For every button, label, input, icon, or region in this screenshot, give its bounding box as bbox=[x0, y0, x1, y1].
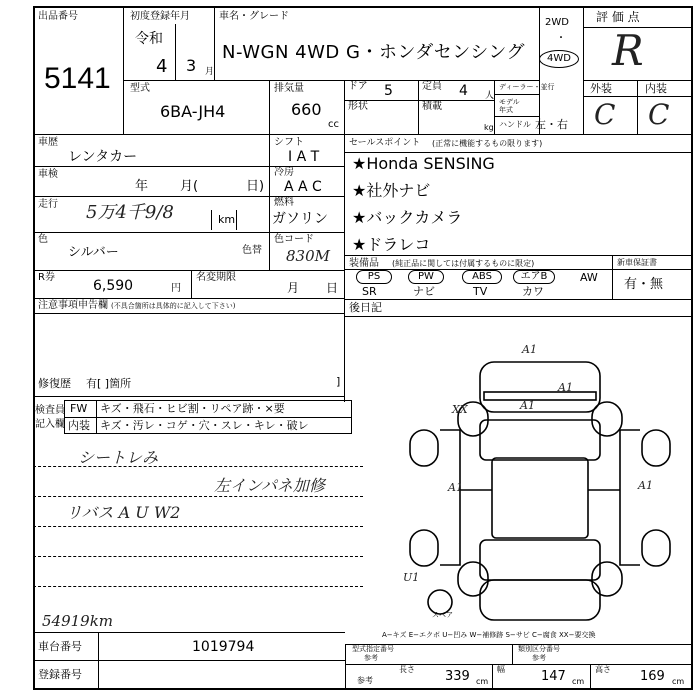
name-label: 車名・グレード bbox=[219, 11, 289, 22]
comment-line-2: リバス A U W2 bbox=[66, 503, 181, 522]
history-value: レンタカー bbox=[68, 149, 138, 165]
repair-close-bracket: ] bbox=[336, 375, 341, 388]
mileage-label: 走行 bbox=[38, 199, 58, 210]
model-value: 6BA-JH4 bbox=[160, 102, 226, 121]
inspection-day-unit: 日) bbox=[246, 179, 265, 194]
equip-sr: SR bbox=[362, 285, 377, 298]
spare-label: スペア bbox=[432, 611, 453, 619]
capacity-label: 定員 bbox=[422, 81, 442, 92]
damage-mark-front-right: A1 bbox=[558, 381, 573, 394]
model-designation-label: 型式指定番号 bbox=[352, 645, 394, 653]
shape-label: 形状 bbox=[348, 101, 368, 112]
shift-label: シフト bbox=[274, 137, 304, 148]
load-unit: kg bbox=[484, 123, 494, 132]
transfer-label: 名変期限 bbox=[196, 272, 236, 283]
inspector-interior-head: 内装 bbox=[68, 419, 90, 432]
length-value: 339 bbox=[445, 669, 470, 684]
displacement-value: 660 bbox=[291, 100, 322, 119]
repair-label: 修復歴 bbox=[38, 377, 71, 390]
equip-ps: PS bbox=[356, 270, 392, 284]
displacement-label: 排気量 bbox=[274, 83, 304, 94]
sales-point-1: ★Honda SENSING bbox=[352, 154, 495, 173]
inspector-fw-row: キズ・飛石・ヒビ割・リペア跡・×要 bbox=[100, 402, 285, 415]
equipment-label: 装備品 bbox=[349, 258, 379, 269]
damage-mark-left-side: A1 bbox=[448, 481, 463, 494]
vehicle-name: N-WGN 4WD G・ホンダセンシング bbox=[222, 42, 525, 63]
inspection-label: 車検 bbox=[38, 169, 58, 180]
after-note-label: 後日記 bbox=[349, 301, 382, 314]
model-label: 型式 bbox=[130, 83, 150, 94]
exterior-label: 外装 bbox=[590, 82, 612, 95]
first-reg-label: 初度登録年月 bbox=[130, 11, 190, 22]
displacement-unit: cc bbox=[328, 119, 339, 130]
length-ref: 参考 bbox=[357, 676, 373, 685]
repair-value: 有[ ]箇所 bbox=[86, 377, 132, 390]
model-year-label: モデル年式 bbox=[499, 98, 520, 114]
drive-dot: ・ bbox=[556, 33, 566, 44]
width-label: 幅 bbox=[497, 665, 505, 674]
exterior-grade: C bbox=[594, 98, 616, 131]
capacity-unit: 人 bbox=[485, 91, 495, 101]
fuel-value: ガソリン bbox=[272, 211, 328, 227]
drive-2wd: 2WD bbox=[545, 17, 569, 28]
new-car-book-label: 新車保証書 bbox=[617, 258, 657, 267]
doors-value: 5 bbox=[384, 83, 393, 99]
inspector-fw-head: FW bbox=[70, 402, 88, 415]
damage-mark-front: A1 bbox=[522, 343, 537, 356]
mileage-unit: km bbox=[218, 213, 236, 226]
model-designation-ref: 参考 bbox=[364, 654, 378, 662]
overall-grade: R bbox=[612, 26, 644, 75]
equip-tv: TV bbox=[473, 285, 488, 298]
category-label: 類別区分番号 bbox=[518, 645, 560, 653]
color-code-label: 色コード bbox=[274, 234, 314, 245]
handle-value: 左・右 bbox=[535, 118, 568, 131]
inspector-label-2: 記入欄 bbox=[35, 419, 65, 430]
sales-point-3: ★バックカメラ bbox=[352, 208, 463, 227]
mileage-value: 5万4千9/8 bbox=[86, 202, 174, 223]
chassis-value: 1019794 bbox=[192, 639, 255, 655]
new-car-book-value: 有・無 bbox=[624, 277, 664, 292]
equip-abs: ABS bbox=[462, 270, 502, 284]
damage-mark-front-left: XX bbox=[452, 403, 468, 416]
interior-label: 内装 bbox=[645, 82, 667, 95]
chassis-label: 車台番号 bbox=[38, 640, 82, 653]
reg-month-unit: 月 bbox=[205, 67, 215, 77]
dealer-label: ディーラー・並行 bbox=[499, 83, 555, 91]
cooling-value: A A C bbox=[284, 179, 322, 195]
registration-label: 登録番号 bbox=[38, 668, 82, 681]
color-value: シルバー bbox=[68, 245, 119, 260]
notes-label: 注意事項申告欄 bbox=[38, 300, 108, 311]
comment-line-1: シートレみ bbox=[78, 448, 159, 467]
lot-number: 5141 bbox=[44, 62, 111, 95]
color-code-value: 830M bbox=[286, 247, 330, 265]
equip-airbag: エアB bbox=[513, 270, 555, 284]
transfer-day: 日 bbox=[326, 281, 339, 295]
reg-year: 4 bbox=[156, 56, 168, 77]
height-label: 高さ bbox=[595, 665, 611, 674]
recycle-value: 6,590 bbox=[93, 278, 134, 294]
drive-4wd-circled: 4WD bbox=[539, 50, 579, 68]
equip-navi: ナビ bbox=[413, 285, 435, 298]
sales-point-4: ★ドラレコ bbox=[352, 235, 431, 254]
notes-subnote: (不具合箇所は具体的に記入して下さい) bbox=[111, 302, 236, 310]
mileage-note: 54919km bbox=[42, 612, 114, 630]
length-unit: cm bbox=[476, 677, 489, 686]
load-label: 積載 bbox=[422, 101, 442, 112]
inspector-label-1: 検査員 bbox=[35, 405, 65, 416]
reg-month: 3 bbox=[186, 56, 197, 75]
damage-mark-hood: A1 bbox=[520, 399, 535, 412]
history-label: 車歴 bbox=[38, 137, 58, 148]
interior-grade: C bbox=[648, 98, 670, 131]
sales-subnote: (正常に機能するもの限ります) bbox=[432, 139, 543, 148]
shift-value: I A T bbox=[288, 149, 320, 165]
equip-pw: PW bbox=[408, 270, 444, 284]
width-unit: cm bbox=[572, 677, 585, 686]
inspector-interior-row: キズ・汚レ・コゲ・穴・スレ・キレ・破レ bbox=[100, 419, 309, 432]
inspection-year-unit: 年 bbox=[135, 179, 149, 194]
damage-mark-right-side: A1 bbox=[638, 479, 653, 492]
equip-leather: カワ bbox=[522, 285, 544, 298]
height-unit: cm bbox=[672, 677, 685, 686]
damage-mark-rear: U1 bbox=[403, 571, 420, 584]
width-value: 147 bbox=[541, 669, 566, 684]
height-value: 169 bbox=[640, 669, 665, 684]
inspection-month-unit: 月( bbox=[180, 179, 199, 194]
era: 令和 bbox=[135, 31, 163, 47]
recycle-unit: 円 bbox=[171, 283, 181, 294]
equip-aw: AW bbox=[580, 271, 598, 284]
equipment-subnote: (純正品に関しては付属するものに限定) bbox=[392, 259, 535, 268]
fuel-label: 燃料 bbox=[274, 197, 294, 208]
category-ref: 参考 bbox=[532, 654, 546, 662]
lot-label: 出品番号 bbox=[38, 11, 78, 22]
doors-label: ドア bbox=[348, 81, 368, 92]
repaint-label: 色替 bbox=[242, 245, 262, 256]
grade-label: 評 価 点 bbox=[596, 10, 640, 24]
color-label: 色 bbox=[38, 234, 48, 245]
transfer-month: 月 bbox=[287, 281, 300, 295]
sales-point-2: ★社外ナビ bbox=[352, 181, 431, 200]
capacity-value: 4 bbox=[459, 83, 468, 99]
damage-legend: A−キズ E−エクボ U−凹み W−補修跡 S−サビ C−腐食 XX−要交換 bbox=[382, 631, 596, 639]
comment-line-3: 左インパネ加修 bbox=[214, 476, 325, 495]
handle-label: ハンドル bbox=[499, 120, 531, 129]
recycle-label: R券 bbox=[38, 272, 55, 283]
sales-label: セールスポイント bbox=[349, 138, 421, 148]
length-label: 長さ bbox=[399, 665, 415, 674]
cooling-label: 冷房 bbox=[274, 167, 294, 178]
